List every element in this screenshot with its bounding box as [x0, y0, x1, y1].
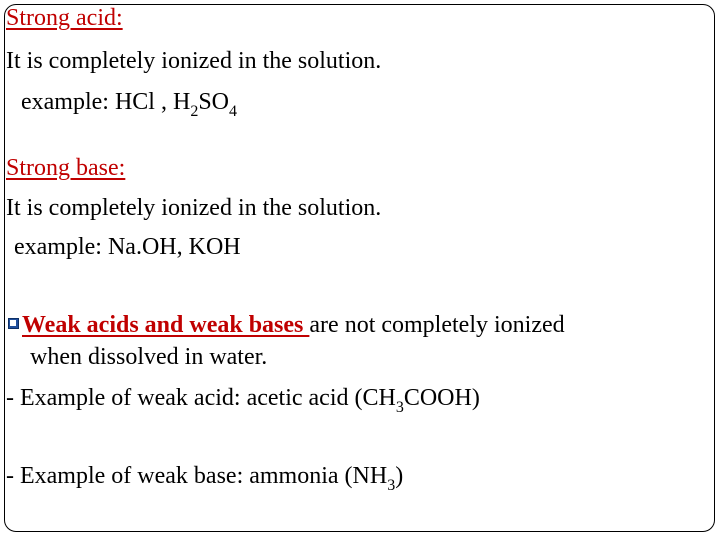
weak-line-2: when dissolved in water. [30, 344, 268, 370]
weak-base-example [6, 462, 403, 493]
strong-base-heading-text: Strong base: [6, 155, 126, 181]
strong-acid-heading [6, 4, 123, 32]
strong-acid-heading-text: Strong acid: [6, 5, 123, 31]
strong-base-heading [6, 154, 125, 182]
weak-acid-example [6, 384, 480, 415]
square-bullet-icon [8, 318, 19, 329]
weak-base-example-prefix: - Example of weak base: ammonia (NH [6, 463, 388, 489]
weak-base-example-sub: 3 [387, 477, 396, 494]
weak-heading: Weak acids and weak bases [22, 312, 310, 338]
strong-acid-example-sub2: 4 [229, 103, 237, 120]
strong-acid-example [21, 88, 237, 119]
slide-frame [4, 4, 715, 532]
weak-line-1 [22, 311, 565, 339]
strong-acid-description: It is completely ionized in the solution. [6, 48, 382, 74]
weak-base-example-suffix: ) [395, 463, 404, 489]
strong-base-description: It is completely ionized in the solution. [6, 195, 382, 221]
weak-rest-line1: are not completely ionized [309, 312, 565, 338]
weak-acid-example-sub: 3 [395, 399, 404, 416]
strong-acid-example-sub1: 2 [190, 103, 199, 120]
strong-acid-example-prefix: example: HCl , H [21, 89, 191, 115]
strong-acid-example-mid: SO [198, 89, 229, 115]
strong-base-example: example: Na.OH, KOH [14, 234, 241, 260]
weak-acid-example-suffix: COOH) [403, 385, 480, 411]
weak-acid-example-prefix: - Example of weak acid: acetic acid (CH [6, 385, 396, 411]
